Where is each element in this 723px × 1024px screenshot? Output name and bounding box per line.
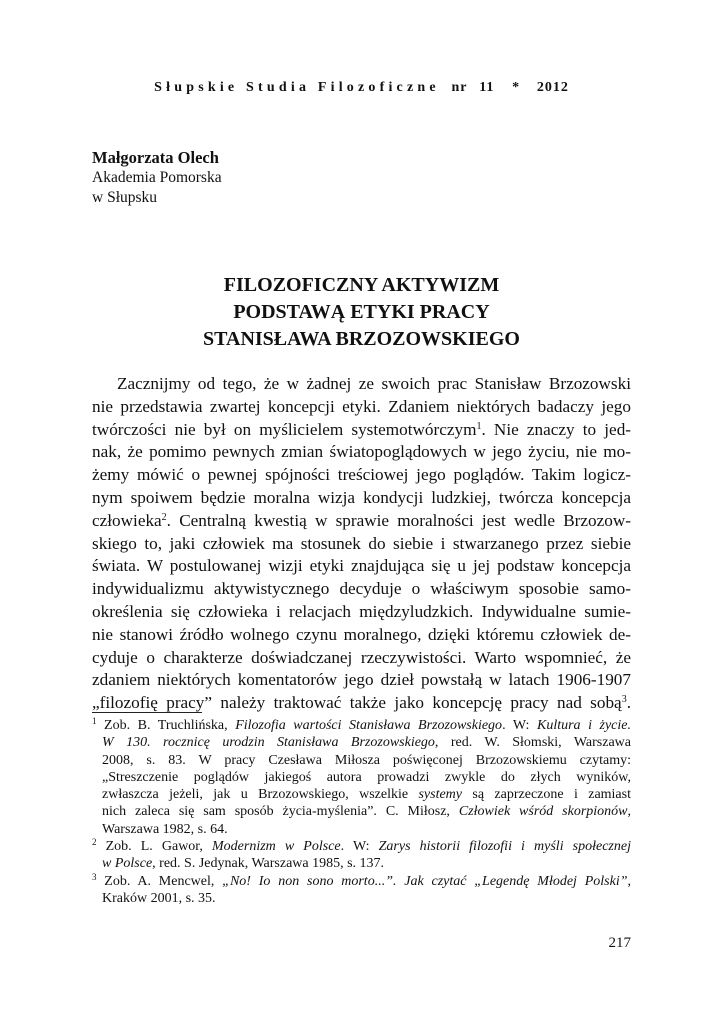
body-line (92, 419, 631, 442)
footnote-text: Zob. A. Mencwel, (104, 873, 223, 889)
footnote-line: „Streszczenie poglądów jakiegoś autora prowadzi zwykle do złych wyników, (102, 769, 631, 785)
body-text: świata. W postulowanej wizji etyki znajdująca się u jej podstaw koncepcja (92, 556, 631, 576)
footnote-text: , (627, 804, 632, 820)
footnote-line (92, 873, 631, 890)
issue-number: 11 (479, 80, 495, 95)
footnote-3 (92, 873, 631, 908)
footnote-line: Warszawa 1982, s. 64. (102, 821, 228, 837)
body-text: . Nie znaczy to jed- (481, 419, 632, 439)
body-text: nie przedstawia zwartej koncepcji etyki. Zdaniem niektórych badaczy jego (92, 396, 631, 416)
body-text: żemy mówić o pewnej spójności treściowej jego poglądów. Takim logicz- (92, 465, 631, 485)
footnote-2 (92, 838, 631, 873)
body-text: człowieka (92, 510, 162, 530)
author-city: w Słupsku (92, 189, 158, 206)
body-text: . (626, 693, 631, 713)
body-text: cyduje o charakterze doświadczanej rzeczywistości. Warto wspomnieć, że (92, 647, 631, 667)
footnote-italic: W 130. rocznicę urodzin Stanisława Brzozowskiego (102, 735, 435, 751)
footnote-italic: Filozofia wartości Stanisława Brzozowskiego (235, 718, 503, 733)
footnote-line (92, 786, 631, 803)
footnote-italic: systemy (418, 787, 463, 803)
footnote-line: Kraków 2001, s. 35. (102, 890, 216, 906)
footnote-ref[interactable]: 2 (161, 511, 167, 523)
footnote-text: , red. W. Słomski, Warszawa (434, 735, 631, 751)
body-text: skiego to, jaki człowiek ma stosunek do siebie i stwarzanego przez siebie (92, 533, 631, 553)
footnote-text: nich zaleca się sam sposób życia-myślenia”. C. Miłosz, (102, 804, 459, 820)
author-affiliation: Akademia Pomorska (92, 169, 222, 186)
title-line: STANISŁAWA BRZOZOWSKIEGO (203, 328, 520, 350)
journal-year: 2012 (536, 80, 569, 95)
header-separator: * (512, 80, 520, 95)
body-text: określenia się człowieka i relacjach międzyludzkich. Indywidualne sumie- (92, 601, 631, 621)
journal-name: Słupskie Studia Filozoficzne (154, 80, 440, 95)
footnotes (92, 717, 631, 907)
body-line (92, 373, 631, 396)
footnote-number: 2 (92, 837, 97, 848)
footnote-italic: Człowiek wśród skorpionów (458, 804, 628, 820)
author-name: Małgorzata Olech (92, 148, 219, 167)
body-text: nak, że pomimo pewnych zmian światopoglądowych w jego życiu, nie mo- (92, 442, 631, 462)
body-text: zdaniem niektórych komentatorów jego dzieł powstałą w latach 1906-1907 (92, 670, 631, 690)
footnote-text: , (627, 873, 632, 889)
body-line (92, 601, 631, 624)
article-title (92, 272, 631, 353)
running-header (0, 80, 723, 96)
body-line (92, 396, 631, 419)
footnote-text: są zaprzeczone i zamiast (462, 787, 631, 803)
body-line (92, 647, 631, 670)
body-text: Zacznijmy od tego, że w żadnej ze swoich prac Stanisław Brzozowski (117, 374, 631, 393)
footnote-line (92, 717, 631, 734)
footnote-line (92, 803, 631, 820)
title-line: FILOZOFICZNY AKTYWIZM (223, 274, 500, 296)
body-line (92, 487, 631, 510)
footnote-text: . W: (502, 718, 537, 733)
body-text: „filozofię pracy” należy traktować także jako koncepcję pracy nad sobą (92, 693, 622, 713)
footnote-italic: „No! Io non sono morto...”. Jak czytać „Legendę Młodej Polski” (222, 873, 628, 889)
footnote-line: 2008, s. 83. W pracy Czesława Miłosza poświęconej Brzozowskiemu czytamy: (102, 752, 631, 768)
body-text: indywidualizmu aktywistycznego decyduje o właściwym sposobie samo- (92, 579, 631, 599)
footnote-text: zwłaszcza jeżeli, jak u Brzozowskiego, wszelkie (102, 787, 419, 803)
footnote-ref[interactable]: 1 (476, 420, 482, 432)
body-line (92, 464, 631, 487)
footnote-line (92, 838, 631, 855)
body-text: nie stanowi źródło wolnego czynu moralnego, dzięki któremu człowiek de- (92, 624, 631, 644)
footnote-divider (92, 712, 202, 713)
article-body (92, 373, 631, 715)
body-line (92, 555, 631, 578)
footnote-italic: Kultura i życie. (536, 718, 632, 733)
page-number: 217 (608, 935, 631, 951)
author-block (92, 148, 222, 208)
body-line (92, 533, 631, 556)
body-line (92, 578, 631, 601)
footnote-italic: Zarys historii filozofii i myśli społecznej (378, 839, 631, 855)
body-line (92, 510, 631, 533)
title-line: PODSTAWĄ ETYKI PRACY (233, 301, 490, 323)
body-text: nym spoiwem będzie moralna wizja kondycji ludzkiej, twórcza koncepcja (92, 487, 631, 507)
footnote-italic: Modernizm w Polsce (212, 839, 341, 855)
footnote-text: Zob. B. Truchlińska, (104, 718, 236, 733)
body-line (92, 669, 631, 692)
footnote-text: , red. S. Jedynak, Warszawa 1985, s. 137. (152, 856, 385, 872)
footnote-line (92, 855, 631, 872)
footnote-number: 1 (92, 716, 97, 726)
footnote-ref[interactable]: 3 (621, 694, 627, 706)
body-line (92, 624, 631, 647)
footnote-italic: w Polsce (102, 856, 153, 872)
footnote-1 (92, 717, 631, 838)
footnote-text: Zob. L. Gawor, (105, 839, 213, 855)
issue-label: nr (451, 80, 468, 95)
body-text: twórczości nie był on myślicielem systemotwórczym (92, 419, 477, 439)
footnote-number: 3 (92, 871, 97, 882)
body-text: . Centralną kwestią w sprawie moralności jest wedle Brzozow- (166, 510, 631, 530)
footnote-text: . W: (340, 839, 379, 855)
footnote-line (92, 734, 631, 751)
body-line (92, 441, 631, 464)
